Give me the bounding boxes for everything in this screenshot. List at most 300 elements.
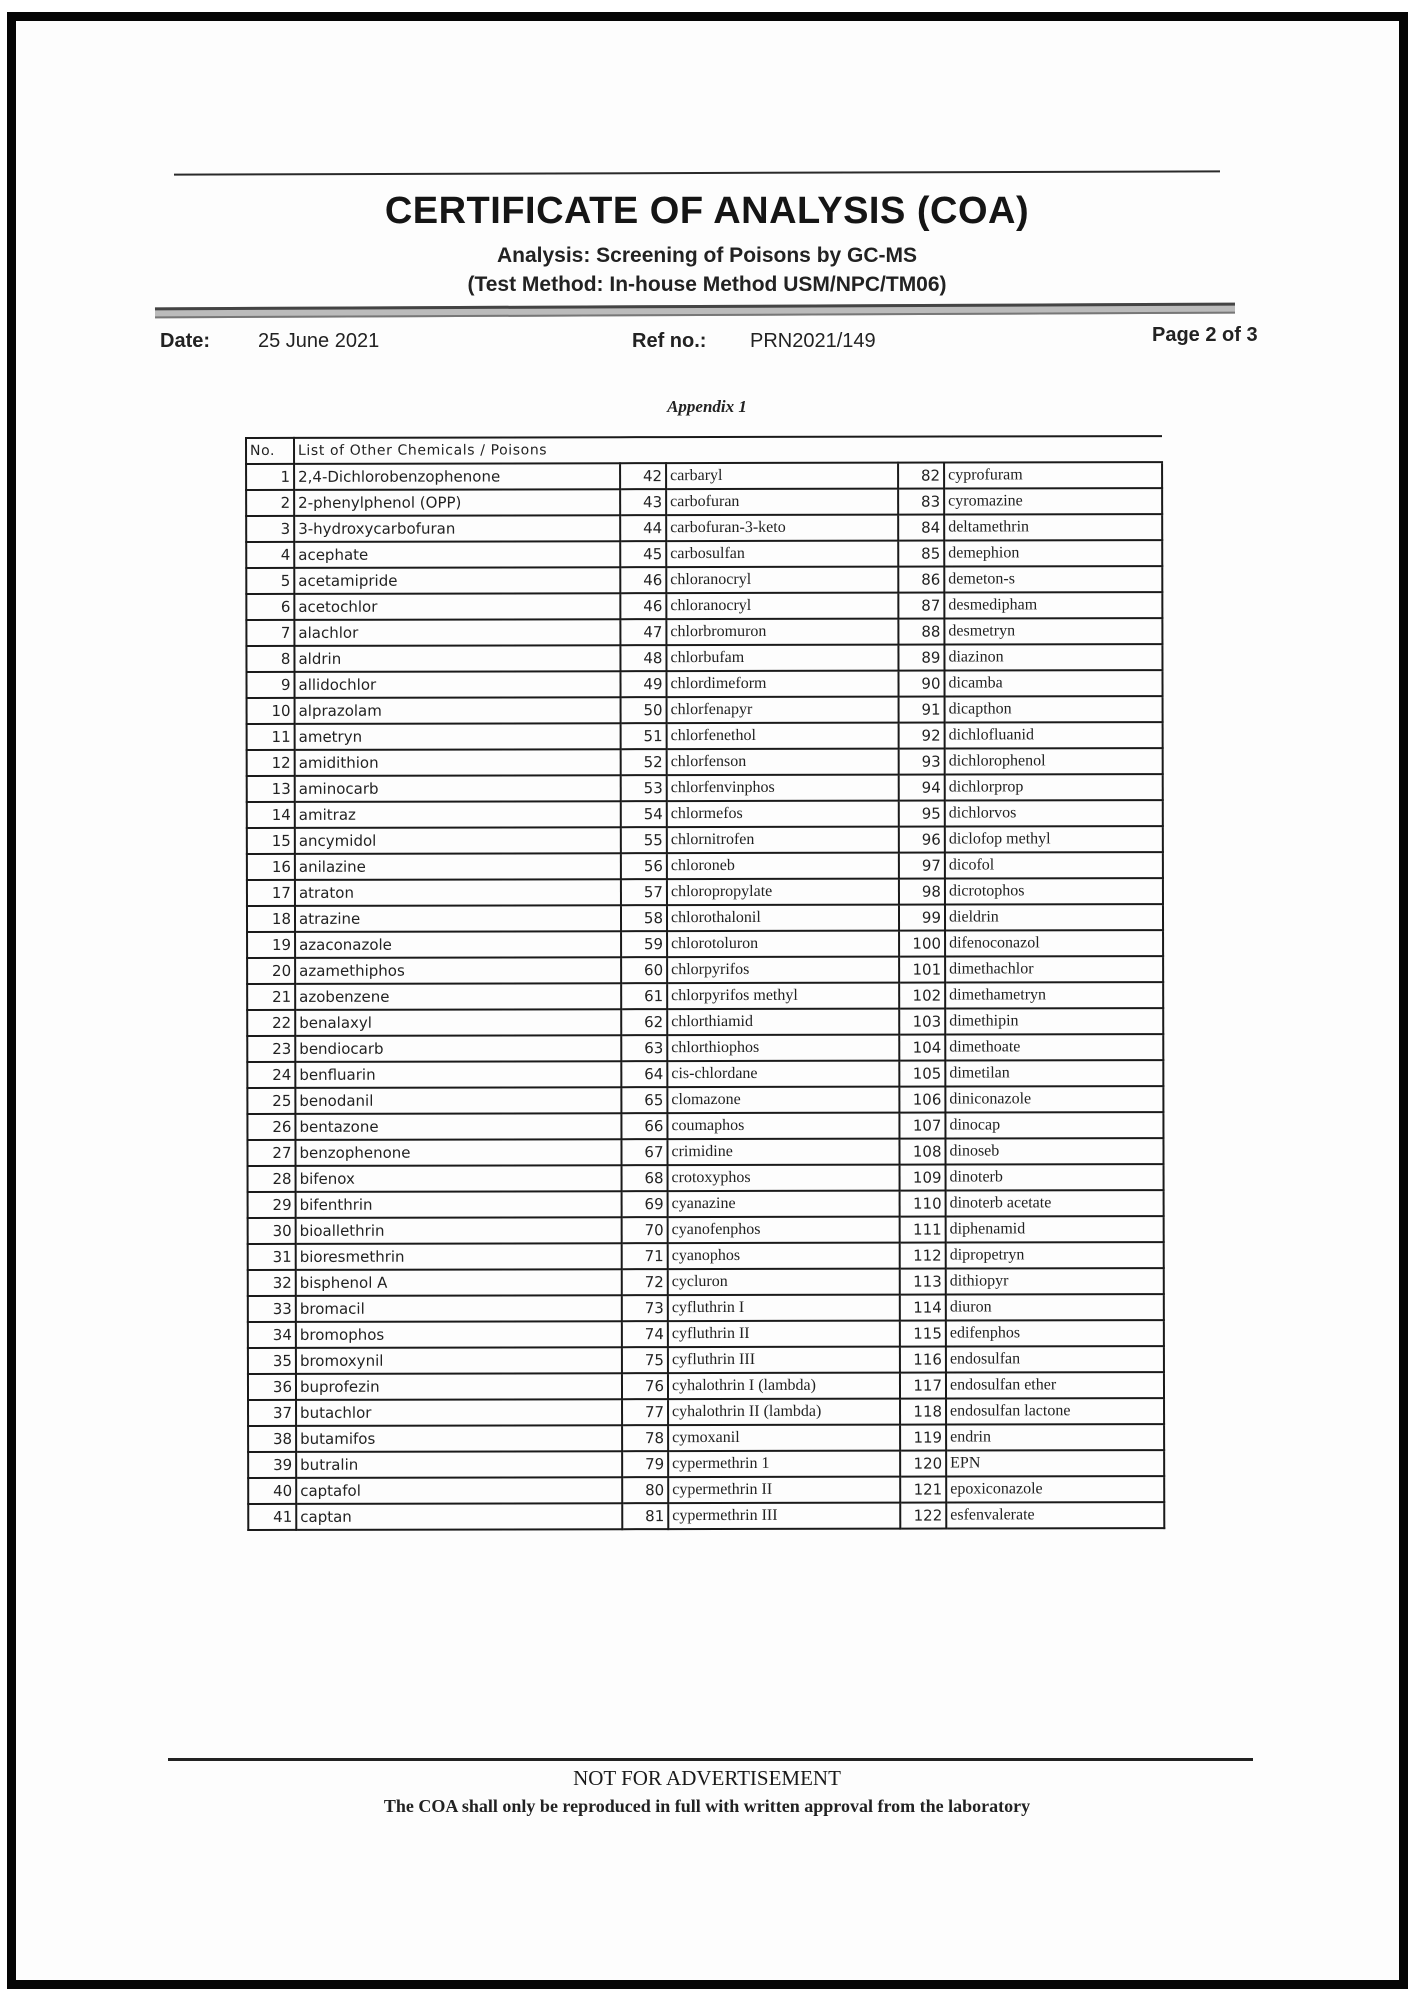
chemical-name: cymoxanil xyxy=(668,1425,900,1451)
chemical-name: endosulfan lactone xyxy=(946,1398,1164,1424)
chemical-name: amidithion xyxy=(295,749,621,776)
chemical-name: cyromazine xyxy=(944,488,1162,514)
chemical-number: 62 xyxy=(621,1009,667,1035)
chemical-number: 54 xyxy=(621,801,667,827)
table-header-row xyxy=(246,436,1162,464)
chemical-name: dicamba xyxy=(944,670,1162,696)
chemical-name: clomazone xyxy=(667,1087,899,1113)
chemical-name: benzophenone xyxy=(295,1139,621,1166)
chemical-number: 117 xyxy=(900,1373,946,1399)
chemical-number: 74 xyxy=(622,1321,668,1347)
chemical-number: 87 xyxy=(898,593,944,619)
chemical-name: captafol xyxy=(296,1477,622,1504)
column-header-no: No. xyxy=(246,438,294,464)
chemical-number: 23 xyxy=(247,1036,295,1062)
chemical-number: 16 xyxy=(247,854,295,880)
chemical-name: chlorotoluron xyxy=(667,931,899,957)
chemical-name: chlorpyrifos methyl xyxy=(667,983,899,1009)
table-row xyxy=(248,1450,1164,1478)
table-row xyxy=(248,1398,1164,1426)
chemical-name: azaconazole xyxy=(295,931,621,958)
chemical-number: 120 xyxy=(900,1451,946,1477)
chemical-number: 99 xyxy=(899,905,945,931)
chemical-name: carbofuran-3-keto xyxy=(666,515,898,541)
chemical-name: cyanofenphos xyxy=(668,1217,900,1243)
chemical-name: cyanazine xyxy=(668,1191,900,1217)
table-row xyxy=(246,488,1162,516)
chemical-name: bendiocarb xyxy=(295,1035,621,1062)
chemical-number: 35 xyxy=(248,1348,296,1374)
chemical-name: dichlorvos xyxy=(945,800,1163,826)
chemical-name: chloroneb xyxy=(667,853,899,879)
table-row xyxy=(247,1086,1163,1114)
chemical-number: 12 xyxy=(247,750,295,776)
chemical-name: cyanophos xyxy=(668,1243,900,1269)
chemical-number: 119 xyxy=(900,1425,946,1451)
chemical-number: 22 xyxy=(247,1010,295,1036)
chemical-number: 82 xyxy=(898,463,944,489)
chemical-name: bentazone xyxy=(295,1113,621,1140)
table-row xyxy=(248,1216,1164,1244)
table-row xyxy=(246,462,1162,490)
ref-value: PRN2021/149 xyxy=(750,330,876,352)
chemical-name: diazinon xyxy=(944,644,1162,670)
chemical-name: alprazolam xyxy=(295,697,621,724)
chemical-number: 38 xyxy=(248,1426,296,1452)
chemical-number: 71 xyxy=(622,1243,668,1269)
chemical-number: 91 xyxy=(899,697,945,723)
chemical-number: 100 xyxy=(899,931,945,957)
chemical-number: 76 xyxy=(622,1373,668,1399)
table-row xyxy=(247,930,1163,958)
chemical-number: 109 xyxy=(900,1165,946,1191)
chemical-name: dinocap xyxy=(945,1112,1163,1138)
chemical-number: 9 xyxy=(246,672,294,698)
table-row xyxy=(248,1502,1164,1530)
chemical-name: chlorbufam xyxy=(666,645,898,671)
chemical-name: benfluarin xyxy=(295,1061,621,1088)
chemical-number: 63 xyxy=(621,1035,667,1061)
chemical-name: cypermethrin II xyxy=(668,1477,900,1503)
chemical-name: butachlor xyxy=(296,1399,622,1426)
chemical-number: 118 xyxy=(900,1399,946,1425)
chemical-number: 104 xyxy=(899,1035,945,1061)
footer-rule xyxy=(168,1758,1253,1761)
chemical-number: 44 xyxy=(620,515,666,541)
chemical-name: butamifos xyxy=(296,1425,622,1452)
column-header-list: List of Other Chemicals / Poisons xyxy=(294,436,1162,464)
table-row xyxy=(248,1190,1164,1218)
chemical-number: 29 xyxy=(248,1192,296,1218)
chemical-name: bromoxynil xyxy=(296,1347,622,1374)
chemical-name: carbofuran xyxy=(666,489,898,515)
chemical-number: 108 xyxy=(899,1139,945,1165)
chemical-name: esfenvalerate xyxy=(946,1502,1164,1528)
chemical-name: dicofol xyxy=(945,852,1163,878)
chemical-number: 112 xyxy=(900,1243,946,1269)
chemical-name: crotoxyphos xyxy=(668,1165,900,1191)
chemical-name: 3-hydroxycarbofuran xyxy=(294,515,620,542)
chemical-number: 6 xyxy=(246,594,294,620)
chemical-name: dinoterb acetate xyxy=(946,1190,1164,1216)
chemical-number: 102 xyxy=(899,983,945,1009)
chemical-number: 25 xyxy=(247,1088,295,1114)
chemical-name: dimethametryn xyxy=(945,982,1163,1008)
chemical-number: 56 xyxy=(621,853,667,879)
chemical-number: 60 xyxy=(621,957,667,983)
table-row xyxy=(247,982,1163,1010)
chemical-name: bisphenol A xyxy=(296,1269,622,1296)
chemical-name: carbaryl xyxy=(666,463,898,489)
chemical-number: 21 xyxy=(247,984,295,1010)
chemical-name: chlorbromuron xyxy=(666,619,898,645)
chemical-name: chlorthiophos xyxy=(667,1035,899,1061)
chemical-name: chlornitrofen xyxy=(667,827,899,853)
chemical-number: 46 xyxy=(620,567,666,593)
chemical-name: dimethoate xyxy=(945,1034,1163,1060)
chemical-name: demephion xyxy=(944,540,1162,566)
chemical-name: benalaxyl xyxy=(295,1009,621,1036)
chemical-number: 50 xyxy=(621,697,667,723)
table-row xyxy=(247,774,1163,802)
chemical-number: 52 xyxy=(621,749,667,775)
chemical-name: diuron xyxy=(946,1294,1164,1320)
chemical-name: dinoterb xyxy=(946,1164,1164,1190)
chemical-name: amitraz xyxy=(295,801,621,828)
chemical-number: 121 xyxy=(900,1477,946,1503)
chemical-name: azobenzene xyxy=(295,983,621,1010)
chemical-number: 11 xyxy=(247,724,295,750)
chemical-number: 10 xyxy=(247,698,295,724)
chemical-number: 115 xyxy=(900,1321,946,1347)
chemical-number: 113 xyxy=(900,1269,946,1295)
chemical-name: ametryn xyxy=(295,723,621,750)
test-method-subtitle: (Test Method: In-house Method USM/NPC/TM06) xyxy=(467,273,947,296)
reproduction-disclaimer: The COA shall only be reproduced in full with written approval from the laboratory xyxy=(383,1796,1031,1816)
date-value: 25 June 2021 xyxy=(258,330,380,352)
chemical-number: 5 xyxy=(246,568,294,594)
table-row xyxy=(247,826,1163,854)
chemical-name: benodanil xyxy=(295,1087,621,1114)
chemical-number: 43 xyxy=(620,489,666,515)
chemical-number: 70 xyxy=(622,1217,668,1243)
chemical-name: diclofop methyl xyxy=(945,826,1163,852)
chemical-name: deltamethrin xyxy=(944,514,1162,540)
chemical-number: 88 xyxy=(898,619,944,645)
chemical-name: bioallethrin xyxy=(296,1217,622,1244)
chemical-number: 64 xyxy=(621,1061,667,1087)
chemical-name: buprofezin xyxy=(296,1373,622,1400)
table-row xyxy=(248,1372,1164,1400)
chemical-name: cyfluthrin II xyxy=(668,1321,900,1347)
chemical-number: 114 xyxy=(900,1295,946,1321)
chemical-number: 107 xyxy=(899,1113,945,1139)
chemical-number: 55 xyxy=(621,827,667,853)
chemical-name: dithiopyr xyxy=(946,1268,1164,1294)
chemical-number: 58 xyxy=(621,905,667,931)
chemical-number: 72 xyxy=(622,1269,668,1295)
chemical-name: butralin xyxy=(296,1451,622,1478)
chemical-name: ancymidol xyxy=(295,827,621,854)
chemical-name: diphenamid xyxy=(946,1216,1164,1242)
chemical-number: 61 xyxy=(621,983,667,1009)
chemical-number: 36 xyxy=(248,1374,296,1400)
chemical-name: cis-chlordane xyxy=(667,1061,899,1087)
chemical-name: chlordimeform xyxy=(666,671,898,697)
chemical-number: 41 xyxy=(248,1504,296,1530)
table-row xyxy=(248,1476,1164,1504)
chemical-name: crimidine xyxy=(667,1139,899,1165)
chemical-number: 32 xyxy=(248,1270,296,1296)
chemical-name: chlorpyrifos xyxy=(667,957,899,983)
chemical-number: 34 xyxy=(248,1322,296,1348)
date-label: Date: xyxy=(160,330,211,352)
chemical-name: dichlorprop xyxy=(945,774,1163,800)
chemical-number: 49 xyxy=(620,671,666,697)
chemical-name: 2,4-Dichlorobenzophenone xyxy=(294,463,620,490)
table-row xyxy=(246,566,1162,594)
chemical-name: cyhalothrin II (lambda) xyxy=(668,1399,900,1425)
table-row xyxy=(246,592,1162,620)
chemical-name: acetamipride xyxy=(294,567,620,594)
chemical-number: 59 xyxy=(621,931,667,957)
chemical-name: cypermethrin 1 xyxy=(668,1451,900,1477)
chemical-number: 37 xyxy=(248,1400,296,1426)
chemical-name: bromophos xyxy=(296,1321,622,1348)
chemical-name: dimetilan xyxy=(945,1060,1163,1086)
chemical-number: 14 xyxy=(247,802,295,828)
chemical-name: dinoseb xyxy=(945,1138,1163,1164)
chemical-name: dichlorophenol xyxy=(945,748,1163,774)
chemical-name: captan xyxy=(296,1503,622,1530)
chemical-name: cycluron xyxy=(668,1269,900,1295)
chemical-name: dicrotophos xyxy=(945,878,1163,904)
chemical-name: bifenox xyxy=(296,1165,622,1192)
chemical-name: epoxiconazole xyxy=(946,1476,1164,1502)
table-row xyxy=(247,748,1163,776)
table-row xyxy=(246,618,1162,646)
chemical-name: chlorfenethol xyxy=(667,723,899,749)
table-row xyxy=(247,878,1163,906)
chemical-number: 89 xyxy=(898,645,944,671)
chemical-name: edifenphos xyxy=(946,1320,1164,1346)
chemical-number: 103 xyxy=(899,1009,945,1035)
chemical-number: 105 xyxy=(899,1061,945,1087)
chemical-name: aldrin xyxy=(294,645,620,672)
chemical-number: 111 xyxy=(900,1217,946,1243)
chemical-number: 27 xyxy=(247,1140,295,1166)
chemical-name: acephate xyxy=(294,541,620,568)
chemical-name: acetochlor xyxy=(294,593,620,620)
chemical-name: carbosulfan xyxy=(666,541,898,567)
table-row xyxy=(247,852,1163,880)
chemical-name: azamethiphos xyxy=(295,957,621,984)
table-row xyxy=(247,956,1163,984)
chemical-number: 93 xyxy=(899,749,945,775)
chemical-name: chlorothalonil xyxy=(667,905,899,931)
chemical-name: cyfluthrin III xyxy=(668,1347,900,1373)
ref-label: Ref no.: xyxy=(632,330,707,352)
table-row xyxy=(247,696,1163,724)
chemical-name: anilazine xyxy=(295,853,621,880)
chemical-name: cyfluthrin I xyxy=(668,1295,900,1321)
chemicals-table xyxy=(245,435,1165,1531)
chemical-name: chlormefos xyxy=(667,801,899,827)
chemical-name: difenoconazol xyxy=(945,930,1163,956)
chemical-number: 116 xyxy=(900,1347,946,1373)
chemical-number: 85 xyxy=(898,541,944,567)
chemical-number: 4 xyxy=(246,542,294,568)
chemical-number: 48 xyxy=(620,645,666,671)
table-row xyxy=(248,1320,1164,1348)
chemical-name: chlorfenson xyxy=(667,749,899,775)
table-row xyxy=(246,644,1162,672)
chemical-number: 106 xyxy=(899,1087,945,1113)
chemical-number: 97 xyxy=(899,853,945,879)
chemical-number: 98 xyxy=(899,879,945,905)
table-row xyxy=(248,1346,1164,1374)
chemical-name: desmedipham xyxy=(944,592,1162,618)
chemical-number: 53 xyxy=(621,775,667,801)
chemical-number: 33 xyxy=(248,1296,296,1322)
table-row xyxy=(247,800,1163,828)
chemical-number: 79 xyxy=(622,1451,668,1477)
chemical-number: 86 xyxy=(898,567,944,593)
chemical-name: chloranocryl xyxy=(666,593,898,619)
table-row xyxy=(247,904,1163,932)
chemical-number: 69 xyxy=(622,1191,668,1217)
chemical-name: cyprofuram xyxy=(944,462,1162,488)
table-row xyxy=(248,1424,1164,1452)
chemical-number: 96 xyxy=(899,827,945,853)
chemical-name: atraton xyxy=(295,879,621,906)
chemical-number: 46 xyxy=(620,593,666,619)
chemical-name: bifenthrin xyxy=(296,1191,622,1218)
chemical-name: endrin xyxy=(946,1424,1164,1450)
table-row xyxy=(248,1164,1164,1192)
page-number: Page 2 of 3 xyxy=(1152,324,1258,346)
chemical-number: 94 xyxy=(899,775,945,801)
chemical-number: 73 xyxy=(622,1295,668,1321)
table-row xyxy=(247,1060,1163,1088)
chemical-name: chlorfenvinphos xyxy=(667,775,899,801)
chemical-number: 84 xyxy=(898,515,944,541)
table-row xyxy=(246,670,1162,698)
table-row xyxy=(246,540,1162,568)
chemical-number: 77 xyxy=(622,1399,668,1425)
chemical-number: 68 xyxy=(622,1165,668,1191)
chemical-name: cypermethrin III xyxy=(668,1503,900,1529)
chemical-name: allidochlor xyxy=(294,671,620,698)
chemical-number: 42 xyxy=(620,463,666,489)
chemical-number: 122 xyxy=(900,1503,946,1529)
chemical-number: 57 xyxy=(621,879,667,905)
chemical-number: 39 xyxy=(248,1452,296,1478)
chemical-name: endosulfan xyxy=(946,1346,1164,1372)
chemical-number: 83 xyxy=(898,489,944,515)
chemical-number: 24 xyxy=(247,1062,295,1088)
chemical-name: dichlofluanid xyxy=(945,722,1163,748)
chemical-name: chlorthiamid xyxy=(667,1009,899,1035)
chemical-number: 3 xyxy=(246,516,294,542)
chemical-name: dicapthon xyxy=(945,696,1163,722)
chemical-number: 78 xyxy=(622,1425,668,1451)
chemical-number: 30 xyxy=(248,1218,296,1244)
chemical-name: alachlor xyxy=(294,619,620,646)
chemical-name: dimethipin xyxy=(945,1008,1163,1034)
chemical-name: desmetryn xyxy=(944,618,1162,644)
chemical-name: bioresmethrin xyxy=(296,1243,622,1270)
chemical-number: 15 xyxy=(247,828,295,854)
chemical-name: coumaphos xyxy=(667,1113,899,1139)
chemical-number: 92 xyxy=(899,723,945,749)
chemical-name: demeton-s xyxy=(944,566,1162,592)
table-row xyxy=(248,1294,1164,1322)
chemical-number: 2 xyxy=(246,490,294,516)
table-row xyxy=(247,1138,1163,1166)
chemical-number: 13 xyxy=(247,776,295,802)
chemical-number: 81 xyxy=(622,1503,668,1529)
chemical-number: 66 xyxy=(621,1113,667,1139)
chemical-number: 28 xyxy=(248,1166,296,1192)
chemical-name: dimethachlor xyxy=(945,956,1163,982)
table-body xyxy=(246,462,1164,1530)
chemical-number: 20 xyxy=(247,958,295,984)
chemical-number: 45 xyxy=(620,541,666,567)
chemical-name: bromacil xyxy=(296,1295,622,1322)
appendix-title: Appendix 1 xyxy=(667,397,747,416)
chemical-name: chlorfenapyr xyxy=(667,697,899,723)
chemical-name: chloropropylate xyxy=(667,879,899,905)
chemical-number: 47 xyxy=(620,619,666,645)
chemical-number: 17 xyxy=(247,880,295,906)
chemical-name: atrazine xyxy=(295,905,621,932)
table-row xyxy=(247,722,1163,750)
table-row xyxy=(247,1112,1163,1140)
chemical-number: 75 xyxy=(622,1347,668,1373)
chemical-number: 65 xyxy=(621,1087,667,1113)
chemical-name: EPN xyxy=(946,1450,1164,1476)
chemical-number: 110 xyxy=(900,1191,946,1217)
chemical-number: 101 xyxy=(899,957,945,983)
table-row xyxy=(248,1242,1164,1270)
not-for-advertisement-notice: NOT FOR ADVERTISEMENT xyxy=(573,1766,841,1790)
chemical-number: 80 xyxy=(622,1477,668,1503)
table-row xyxy=(246,514,1162,542)
chemical-name: dieldrin xyxy=(945,904,1163,930)
chemical-name: dipropetryn xyxy=(946,1242,1164,1268)
chemical-number: 90 xyxy=(898,671,944,697)
chemical-number: 40 xyxy=(248,1478,296,1504)
chemical-number: 67 xyxy=(621,1139,667,1165)
chemical-name: diniconazole xyxy=(945,1086,1163,1112)
chemical-number: 7 xyxy=(246,620,294,646)
chemical-name: endosulfan ether xyxy=(946,1372,1164,1398)
chemical-number: 19 xyxy=(247,932,295,958)
chemical-number: 8 xyxy=(246,646,294,672)
chemical-number: 18 xyxy=(247,906,295,932)
chemical-number: 1 xyxy=(246,464,294,490)
chemical-name: chloranocryl xyxy=(666,567,898,593)
chemical-name: cyhalothrin I (lambda) xyxy=(668,1373,900,1399)
chemical-number: 51 xyxy=(621,723,667,749)
chemical-name: 2-phenylphenol (OPP) xyxy=(294,489,620,516)
chemical-number: 31 xyxy=(248,1244,296,1270)
chemical-number: 95 xyxy=(899,801,945,827)
document-title: CERTIFICATE OF ANALYSIS (COA) xyxy=(384,190,1030,232)
analysis-subtitle: Analysis: Screening of Poisons by GC-MS xyxy=(496,244,918,267)
table-row xyxy=(247,1008,1163,1036)
